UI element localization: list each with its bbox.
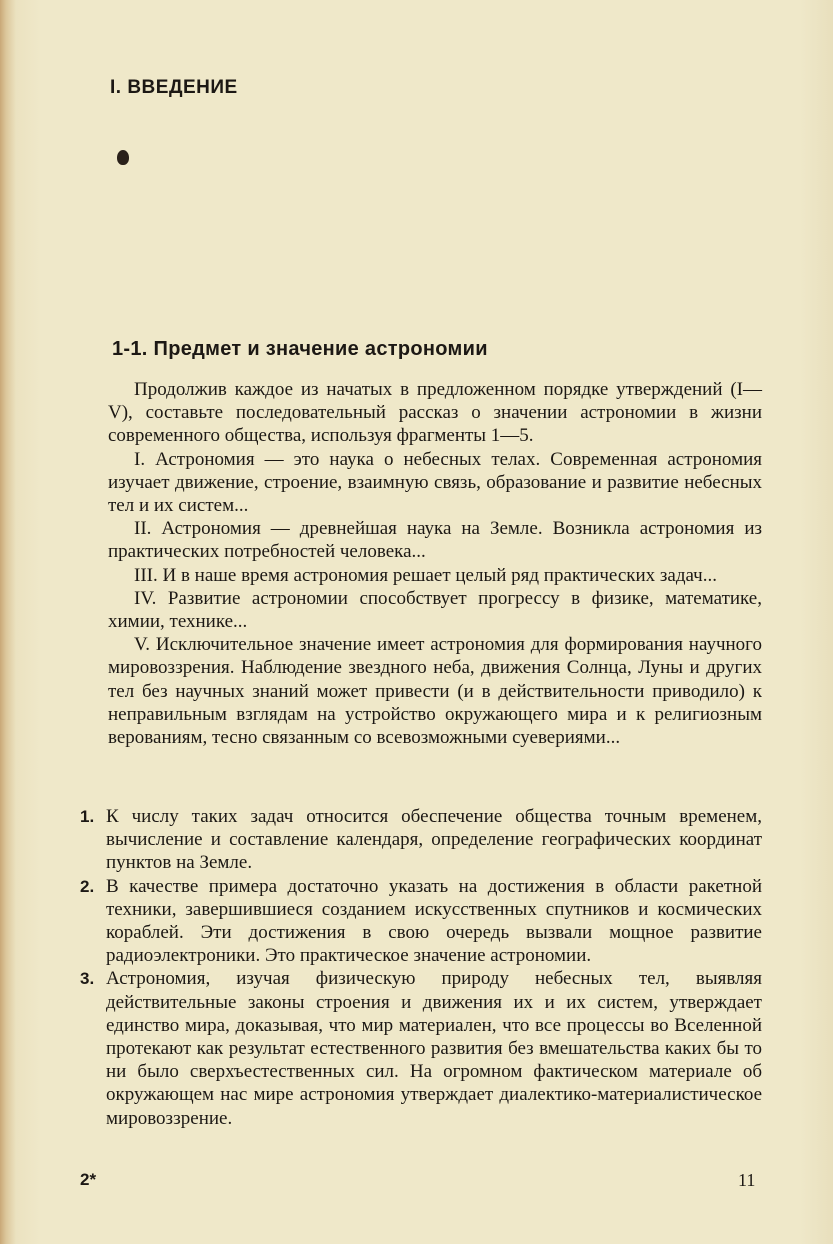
statement-v: V. Исключительное значение имеет астрономия для формирования научного мировоззрения. Наблюдение звездного неба, движения Солнца, Луны и других тел без научных знаний может привести (и в действительности приводило) к неправильным взглядам на устройство окружающего мира и к религиозным верованиям, тесно связанным со всевозможными суевериями... — [108, 634, 762, 749]
statement-ii: II. Астрономия — древнейшая наука на Земле. Возникла астрономия из практических потребностей человека... — [108, 518, 762, 563]
statement-iv: IV. Развитие астрономии способствует прогрессу в физике, математике, химии, технике... — [108, 587, 762, 633]
list-item — [80, 875, 762, 968]
statement-iii: III. И в наше время астрономия решает целый ряд практических задач... — [134, 564, 717, 586]
list-item-number: 3. — [80, 969, 95, 989]
list-item — [80, 805, 762, 875]
list-item-text: Астрономия, изучая физическую природу небесных тел, выявляя действительные законы строения и движения их и их систем, утверждает единство мира, доказывая, что мир материален, что все процессы во Вселенной протекают как результат естественного развития без вмешательства каких бы то ни было сверхъестественных сил. На огромном фактическом материале об окружающем нас мире астрономия утверждает диалектико-материалистическое мировоззрение. — [106, 968, 762, 1129]
intro-paragraph: Продолжив каждое из начатых в предложенном порядке утверждений (I—V), составьте последовательный рассказ о значении астрономии в жизни современного общества, используя фрагменты 1—5. — [108, 379, 762, 447]
section-title: 1-1. Предмет и значение астрономии — [112, 338, 488, 360]
list-item-text: К числу таких задач относится обеспечение общества точным временем, вычисление и составление календаря, определение географических координат пунктов на Земле. — [106, 806, 762, 874]
fragments-list — [80, 805, 762, 1130]
chapter-title: I. ВВЕДЕНИЕ — [110, 77, 238, 98]
body-text — [108, 378, 762, 749]
list-item — [80, 967, 762, 1129]
list-item-number: 2. — [80, 876, 95, 896]
ink-blot-icon — [117, 150, 129, 165]
page-number: 11 — [738, 1170, 756, 1190]
list-item-text: В качестве примера достаточно указать на достижения в области ракетной техники, завершившиеся созданием искусственных спутников и космических кораблей. Эти достижения в свою очередь вызвали мощное развитие радиоэлектроники. Это практическое значение астрономии. — [106, 875, 762, 967]
list-item-number: 1. — [80, 807, 95, 826]
statement-i: I. Астрономия — это наука о небесных телах. Современная астрономия изучает движение, строение, взаимную связь, образование и развитие небесных тел и их систем... — [108, 448, 762, 517]
signature-mark: 2* — [80, 1170, 97, 1189]
